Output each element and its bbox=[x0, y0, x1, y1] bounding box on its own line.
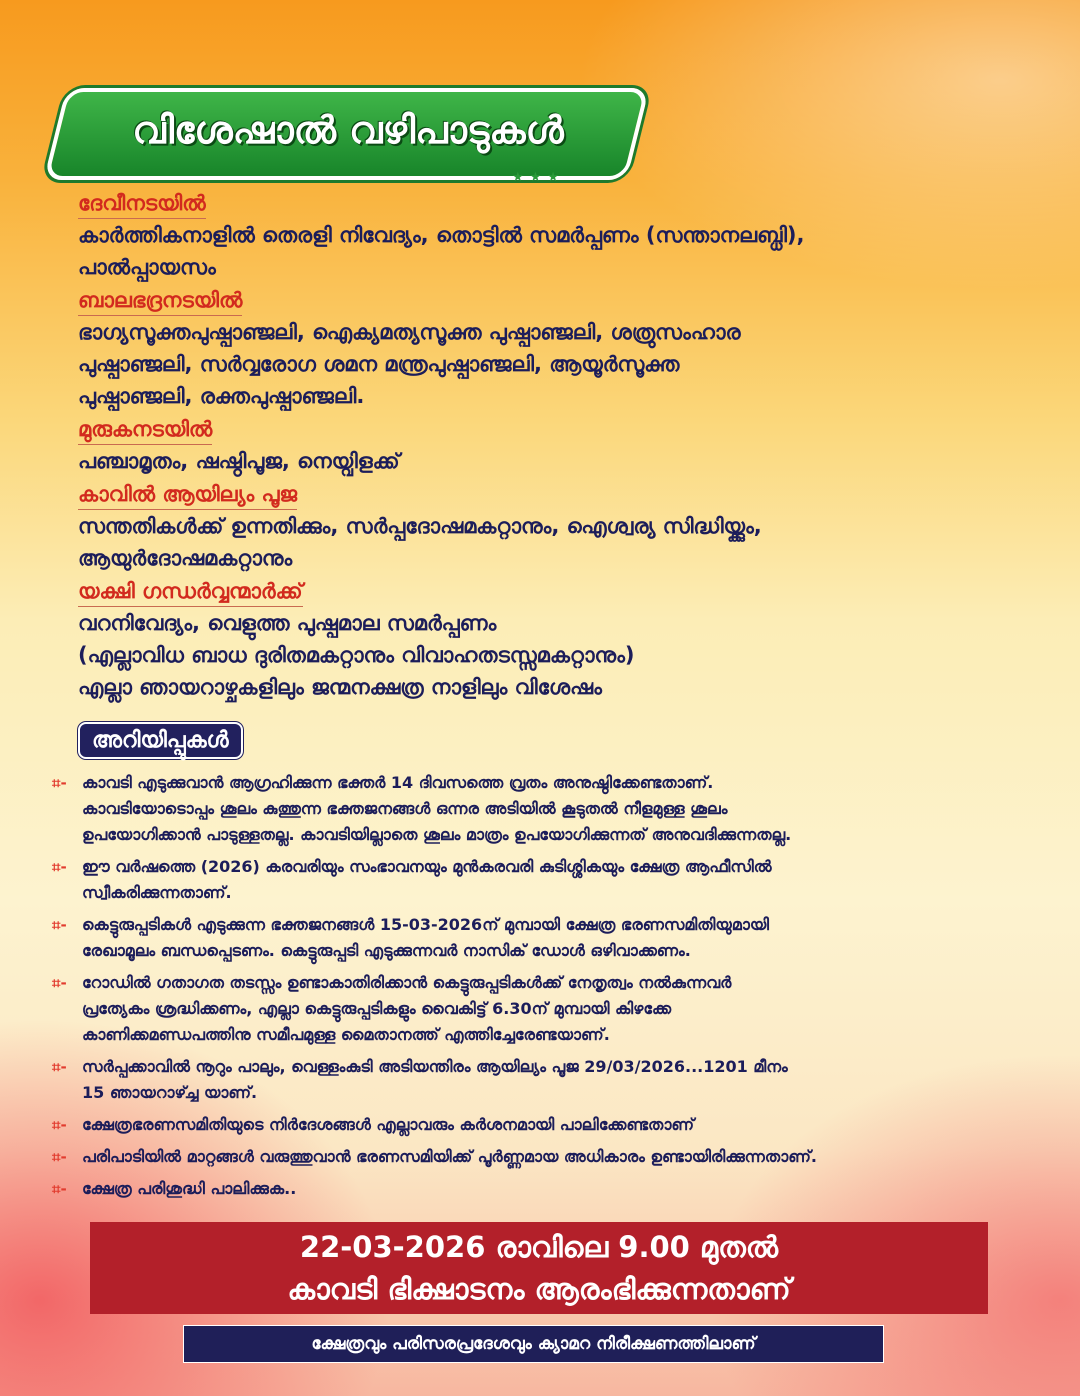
notice-item bbox=[52, 1144, 1062, 1170]
notices-heading: അറിയിപ്പുകൾ bbox=[78, 722, 243, 759]
section-line: പുഷ്പാഞ്ജലി, രക്തപുഷ്പാഞ്ജലി. bbox=[78, 384, 365, 408]
section-line: (എല്ലാവിധ ബാധ ദുരിതമകറ്റാനും വിവാഹതടസ്സമകറ്റാനും) bbox=[78, 643, 635, 667]
section-line: വറനിവേദ്യം, വെളുത്ത പുഷ്പമാല സമർപ്പണം bbox=[78, 611, 497, 635]
section-line: ഭാഗ്യസൂക്തപുഷ്പാഞ്ജലി, ഐക്യമത്യസൂക്ത പുഷ്പാഞ്ജലി, ശത്രുസംഹാര bbox=[78, 320, 741, 344]
offering-section bbox=[78, 574, 1038, 703]
offering-section bbox=[78, 186, 1038, 283]
kavadi-announcement-banner bbox=[90, 1222, 988, 1314]
offerings-list bbox=[78, 186, 1038, 703]
offering-section bbox=[78, 283, 1038, 412]
section-heading: ബാലഭദ്രനടയിൽ bbox=[78, 285, 242, 316]
section-line: ആയുർദോഷമകറ്റാനും bbox=[78, 546, 293, 570]
notice-line: റോഡിൽ ഗതാഗത തടസ്സം ഉണ്ടാകാതിരിക്കാൻ കെട്ടുരുപ്പടികൾക്ക് നേതൃത്വം നൽകുന്നവർ bbox=[82, 973, 732, 992]
notice-line: കെട്ടുരുപ്പടികൾ എടുക്കുന്ന ഭക്തജനങ്ങൾ 15-03-2026ന് മുമ്പായി ക്ഷേത്ര ഭരണസമിതിയുമായി bbox=[82, 915, 770, 934]
notice-line: കാവടിയോടൊപ്പം ശൂലം കുത്തുന്ന ഭക്തജനങ്ങൾ ഒന്നര അടിയിൽ കൂടുതൽ നീളമുള്ള ശൂലം bbox=[82, 799, 728, 818]
banner-line-2: കാവടി ഭിക്ഷാടനം ആരംഭിക്കുന്നതാണ് bbox=[287, 1272, 791, 1306]
notice-line: സർപ്പക്കാവിൽ നൂറും പാലും, വെള്ളംകുടി അടിയന്തിരം ആയില്യം പൂജ 29/03/2026...1201 മീനം bbox=[82, 1057, 788, 1076]
notice-line: ഉപയോഗിക്കാൻ പാടുള്ളതല്ല. കാവടിയില്ലാതെ ശൂലം മാത്രം ഉപയോഗിക്കുന്നത് അനുവദിക്കുന്നതല്ല. bbox=[82, 825, 792, 844]
section-line: പാൽപ്പായസം bbox=[78, 255, 216, 279]
notice-text bbox=[82, 1176, 296, 1202]
offering-section bbox=[78, 477, 1038, 574]
notice-line: കാവടി എടുക്കുവാൻ ആഗ്രഹിക്കുന്ന ഭക്തർ 14 ദിവസത്തെ വ്രതം അനുഷ്ഠിക്കേണ്ടതാണ്. bbox=[82, 773, 714, 792]
notice-item bbox=[52, 854, 1062, 906]
section-heading: കാവിൽ ആയില്യം പൂജ bbox=[78, 479, 297, 510]
notice-item bbox=[52, 970, 1062, 1048]
notice-text bbox=[82, 854, 772, 906]
notice-item bbox=[52, 1176, 1062, 1202]
poster-title: വിശേഷാൽ വഴിപാടുകൾ bbox=[132, 107, 564, 152]
bullet-icon: ⌗- bbox=[52, 974, 67, 992]
notice-line: പ്രത്യേകം ശ്രദ്ധിക്കണം, എല്ലാ കെട്ടുരുപ്പടികളും വൈകിട്ട് 6.30ന് മുമ്പായി കിഴക്കേ bbox=[82, 999, 672, 1018]
bullet-icon: ⌗- bbox=[52, 916, 67, 934]
notice-line: 15 ഞായറാഴ്ച്ച യാണ്. bbox=[82, 1083, 258, 1102]
notice-text bbox=[82, 912, 769, 964]
bullet-icon: ⌗- bbox=[52, 1148, 67, 1166]
notices-list bbox=[52, 770, 1062, 1208]
section-line: എല്ലാ ഞായറാഴ്ചകളിലും ജന്മനക്ഷത്ര നാളിലും വിശേഷം bbox=[78, 675, 602, 699]
notice-item bbox=[52, 1112, 1062, 1138]
banner-line-1: 22-03-2026 രാവിലെ 9.00 മുതൽ bbox=[299, 1230, 779, 1264]
notice-text bbox=[82, 770, 791, 848]
section-heading: ദേവീനടയിൽ bbox=[78, 188, 206, 219]
notice-item bbox=[52, 770, 1062, 848]
section-line: കാർത്തികനാളിൽ തെരളി നിവേദ്യം, തൊട്ടിൽ സമർപ്പണം (സന്താനലബ്ധി), bbox=[78, 223, 805, 247]
notice-line: സ്വീകരിക്കുന്നതാണ്. bbox=[82, 883, 232, 902]
bullet-icon: ⌗- bbox=[52, 774, 67, 792]
notice-text bbox=[82, 970, 731, 1048]
notice-text bbox=[82, 1144, 817, 1170]
bullet-icon: ⌗- bbox=[52, 1180, 67, 1198]
bullet-icon: ⌗- bbox=[52, 858, 67, 876]
notice-line: ഈ വർഷത്തെ (2026) കരവരിയും സംഭാവനയും മുൻകരവരി കുടിശ്ശികയും ക്ഷേത്ര ആഫീസിൽ bbox=[82, 857, 772, 876]
notice-item bbox=[52, 912, 1062, 964]
section-heading: യക്ഷി ഗന്ധർവ്വന്മാർക്ക് bbox=[78, 576, 303, 607]
camera-surveillance-notice: ക്ഷേത്രവും പരിസരപ്രദേശവും ക്യാമറ നിരീക്ഷണത്തിലാണ് bbox=[183, 1325, 884, 1363]
bullet-icon: ⌗- bbox=[52, 1116, 67, 1134]
notice-line: രേഖാമൂലം ബന്ധപ്പെടണം. കെട്ടുരുപ്പടി എടുക്കുന്നവർ നാസിക് ഡോൾ ഒഴിവാക്കണം. bbox=[82, 941, 691, 960]
offering-section bbox=[78, 412, 1038, 477]
notice-line: പരിപാടിയിൽ മാറ്റങ്ങൾ വരുത്തുവാൻ ഭരണസമിയിക്ക് പൂർണ്ണമായ അധികാരം ഉണ്ടായിരിക്കുന്നതാണ്. bbox=[82, 1147, 817, 1166]
notice-item bbox=[52, 1054, 1062, 1106]
notice-text bbox=[82, 1112, 694, 1138]
notice-line: കാണിക്കമണ്ഡപത്തിനു സമീപമുള്ള മൈതാനത്ത് എത്തിച്ചേരേണ്ടയാണ്. bbox=[82, 1025, 610, 1044]
section-heading: മുരുകനടയിൽ bbox=[78, 414, 212, 445]
bullet-icon: ⌗- bbox=[52, 1058, 67, 1076]
notice-line: ക്ഷേത്ര പരിശുദ്ധി പാലിക്കുക.. bbox=[82, 1179, 297, 1198]
section-line: സന്തതികൾക്ക് ഉന്നതിക്കും, സർപ്പദോഷമകറ്റാനും, ഐശ്വര്യ സിദ്ധിയ്ക്കും, bbox=[78, 514, 762, 538]
notice-line: ക്ഷേത്രഭരണസമിതിയുടെ നിർദേശങ്ങൾ എല്ലാവരും കർശനമായി പാലിക്കേണ്ടതാണ് bbox=[82, 1115, 695, 1134]
section-line: പഞ്ചാമൃതം, ഷഷ്ഠിപൂജ, നെയ്വിളക്ക് bbox=[78, 449, 400, 473]
notice-text bbox=[82, 1054, 788, 1106]
star-decoration-icon: ★★★ bbox=[512, 170, 565, 185]
section-line: പുഷ്പാഞ്ജലി, സർവ്വരോഗ ശമന മന്ത്രപുഷ്പാഞ്ജലി, ആയൂർസൂക്ത bbox=[78, 352, 680, 376]
